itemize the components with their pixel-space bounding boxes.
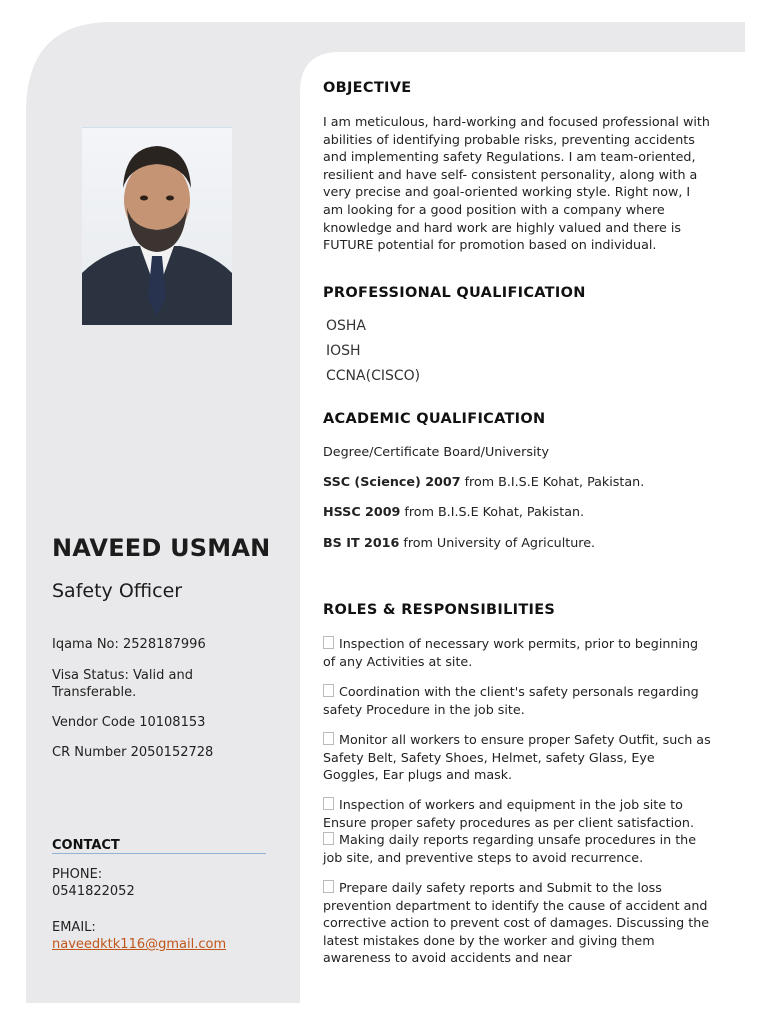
phone-label: PHONE: bbox=[52, 867, 103, 882]
professional-qualification-heading: PROFESSIONAL QUALIFICATION bbox=[323, 285, 586, 301]
academic-board: from B.I.S.E Kohat, Pakistan. bbox=[460, 474, 645, 489]
email-label: EMAIL: bbox=[52, 920, 96, 935]
bullet-icon bbox=[323, 797, 334, 810]
profile-photo bbox=[82, 127, 232, 325]
job-title: Safety Officer bbox=[52, 580, 183, 602]
role-item bbox=[323, 831, 713, 866]
contact-heading: CONTACT bbox=[52, 838, 120, 853]
academic-row bbox=[323, 474, 644, 489]
role-text: Coordination with the client's safety personals regarding safety Procedure in the job site. bbox=[323, 684, 699, 717]
qualification-osha: OSHA bbox=[326, 318, 367, 334]
bullet-icon bbox=[323, 732, 334, 745]
candidate-name: NAVEED USMAN bbox=[52, 534, 271, 562]
cr-number: CR Number 2050152728 bbox=[52, 745, 214, 760]
academic-qualification-heading: ACADEMIC QUALIFICATION bbox=[323, 411, 546, 427]
qualification-iosh: IOSH bbox=[326, 343, 361, 359]
iqama-number: Iqama No: 2528187996 bbox=[52, 637, 206, 652]
visa-status: Visa Status: Valid and Transferable. bbox=[52, 668, 193, 700]
qualification-ccna: CCNA(CISCO) bbox=[326, 368, 421, 384]
objective-heading: OBJECTIVE bbox=[323, 80, 412, 96]
bullet-icon bbox=[323, 880, 334, 893]
contact-divider bbox=[52, 853, 266, 854]
objective-text: I am meticulous, hard-working and focused professional with abilities of identifying probable risks, preventing accidents and implementing safety Regulations. I am team-oriented, resilient and have self- consistent personality, along with a very precise and goal-oriented working style. Right now, I am looking for a good position with a company where knowledge and hard work are highly valued and there is FUTURE potential for promotion based on individual. bbox=[323, 114, 710, 253]
role-item bbox=[323, 731, 713, 784]
academic-row bbox=[323, 535, 595, 550]
bullet-icon bbox=[323, 832, 334, 845]
role-item bbox=[323, 683, 713, 718]
bullet-icon bbox=[323, 684, 334, 697]
role-text: Inspection of workers and equipment in the job site to Ensure proper safety procedures as per client satisfaction. bbox=[323, 797, 694, 830]
academic-board: from B.I.S.E Kohat, Pakistan. bbox=[400, 504, 585, 519]
academic-degree: HSSC 2009 bbox=[323, 504, 401, 519]
email-link[interactable]: naveedktk116@gmail.com bbox=[52, 937, 227, 952]
academic-degree: BS IT 2016 bbox=[323, 535, 400, 550]
academic-board: from University of Agriculture. bbox=[399, 535, 596, 550]
roles-heading: ROLES & RESPONSIBILITIES bbox=[323, 602, 556, 618]
academic-degree: SSC (Science) 2007 bbox=[323, 474, 461, 489]
role-text: Inspection of necessary work permits, prior to beginning of any Activities at site. bbox=[323, 636, 699, 669]
bullet-icon bbox=[323, 636, 334, 649]
vendor-code: Vendor Code 10108153 bbox=[52, 715, 206, 730]
role-item bbox=[323, 796, 713, 831]
role-item bbox=[323, 879, 713, 967]
academic-row bbox=[323, 504, 584, 519]
academic-header-row: Degree/Certificate Board/University bbox=[323, 444, 549, 459]
role-text: Making daily reports regarding unsafe procedures in the job site, and preventive steps to avoid recurrence. bbox=[323, 832, 697, 865]
phone-number: 0541822052 bbox=[52, 884, 135, 899]
role-text: Monitor all workers to ensure proper Safety Outfit, such as Safety Belt, Safety Shoes, Helmet, safety Glass, Eye Goggles, Ear plugs and mask. bbox=[323, 732, 711, 783]
role-text: Prepare daily safety reports and Submit to the loss prevention department to identify the cause of accident and corrective action to prevent cost of damages. Discussing the latest mistakes done by the worker and giving them awareness to avoid accidents and near bbox=[323, 880, 710, 966]
role-item bbox=[323, 635, 713, 670]
